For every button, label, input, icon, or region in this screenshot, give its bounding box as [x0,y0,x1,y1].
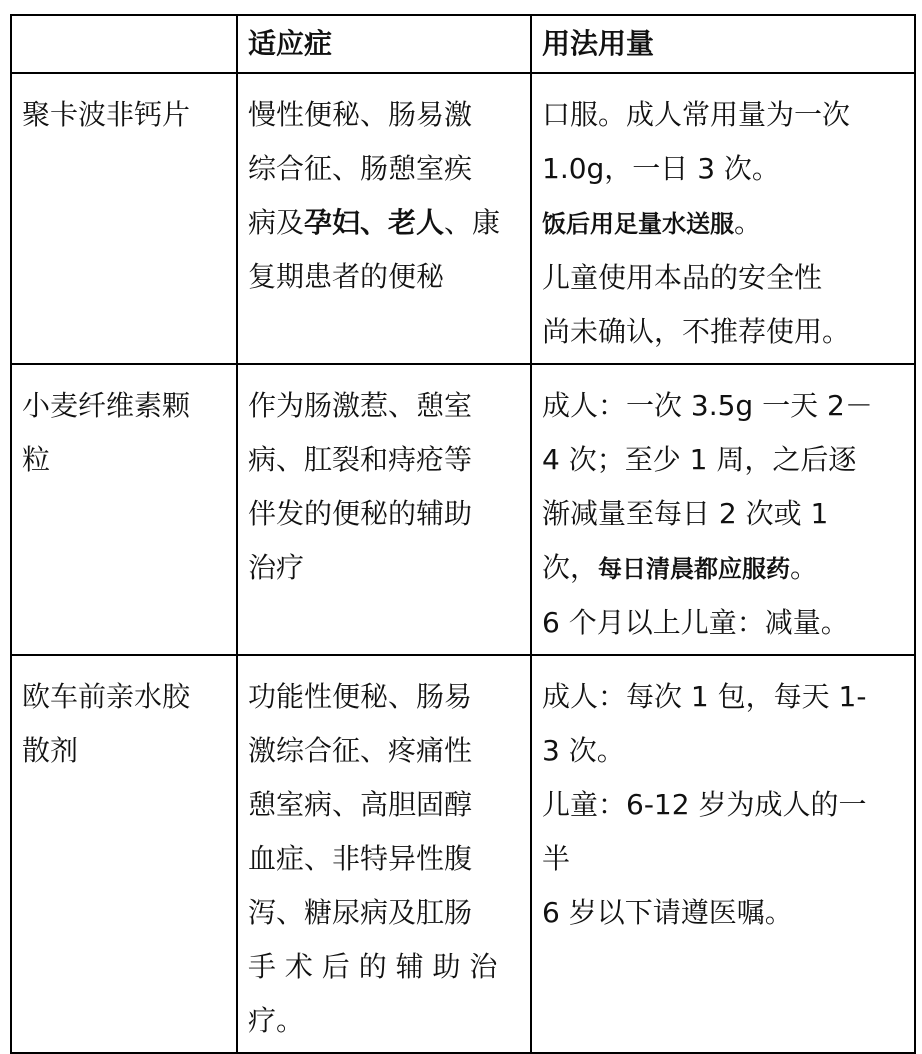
indication-cell-line [248,832,520,886]
cell-text: 手 术 后 的 辅 助 治 [248,950,498,983]
drug-table [10,14,916,1054]
indication-cell [237,364,531,655]
cell-text: 疗。 [248,1004,305,1037]
usage-cell-line [542,433,904,487]
usage-cell [531,364,915,655]
cell-text: 成人：每次 1 包，每天 1- [542,680,867,713]
cell-text: 。 [790,551,819,584]
drug-name-cell [11,655,237,1053]
usage-cell-line [542,886,904,940]
indication-cell-line [248,196,520,250]
usage-cell-line [542,88,904,142]
cell-text: 功能性便秘、肠易 [248,680,473,713]
indication-cell-line [248,88,520,142]
cell-text: 6 个月以上儿童：减量。 [542,606,849,639]
usage-cell-line [542,305,904,359]
usage-cell-line [542,251,904,305]
cell-text: 泻、糖尿病及肛肠 [248,896,473,929]
header-row [11,15,915,73]
emphasis-text: 孕妇、老人 [304,206,445,239]
cell-text: 病及 [248,206,305,239]
drug-name-line: 散剂 [22,734,79,767]
indication-cell-line [248,142,520,196]
table-row [11,364,915,655]
cell-text: 尚未确认，不推荐使用。 [542,315,851,348]
cell-text: 次， [542,551,599,584]
drug-name-line: 聚卡波非钙片 [22,98,191,131]
usage-cell-line [542,196,904,251]
indication-cell-line [248,433,520,487]
drug-name-cell [11,73,237,364]
drug-name-cell [11,364,237,655]
usage-cell-line [542,596,904,650]
indication-cell-line [248,250,520,304]
emphasis-text: 每日清晨都应服药 [598,554,791,583]
usage-cell-line [542,487,904,541]
usage-cell-line [542,541,904,596]
drug-name-line: 粒 [22,443,51,476]
table-row [11,73,915,364]
cell-text: 血症、非特异性腹 [248,842,473,875]
header-cell-name [11,15,237,73]
indication-cell-line [248,670,520,724]
usage-cell [531,655,915,1053]
cell-text: 半 [542,842,571,875]
usage-cell-line [542,670,904,724]
indication-cell-line [248,724,520,778]
cell-text: 憩室病、高胆固醇 [248,788,473,821]
cell-text: 、康 [444,206,501,239]
emphasis-text: 饭后用足量水送服 [542,209,734,238]
cell-text: 伴发的便秘的辅助 [248,497,473,530]
indication-cell-line [248,541,520,595]
header-cell-indication: 适应症 [237,15,531,73]
cell-text: 3 次。 [542,734,625,767]
cell-text: 治疗 [248,551,305,584]
cell-text: 儿童：6-12 岁为成人的一 [542,788,867,821]
usage-cell-line [542,778,904,832]
indication-cell [237,73,531,364]
cell-text: 。 [734,206,763,239]
cell-text: 综合征、肠憩室疾 [248,152,473,185]
cell-text: 4 次；至少 1 周，之后逐 [542,443,857,476]
usage-cell-line [542,832,904,886]
cell-text: 1.0g，一日 3 次。 [542,152,780,185]
cell-text: 渐减量至每日 2 次或 1 [542,497,829,530]
indication-cell-line [248,379,520,433]
drug-name-line: 小麦纤维素颗 [22,389,191,422]
indication-cell [237,655,531,1053]
usage-cell [531,73,915,364]
indication-cell-line [248,940,520,994]
cell-text: 慢性便秘、肠易激 [248,98,473,131]
usage-cell-line [542,379,904,433]
cell-text: 儿童使用本品的安全性 [542,261,823,294]
usage-cell-line [542,142,904,196]
indication-cell-line [248,886,520,940]
header-cell-usage: 用法用量 [531,15,915,73]
indication-cell-line [248,778,520,832]
indication-cell-line [248,994,520,1048]
indication-cell-line [248,487,520,541]
cell-text: 成人：一次 3.5g 一天 2－ [542,389,873,422]
cell-text: 作为肠激惹、憩室 [248,389,473,422]
cell-text: 复期患者的便秘 [248,260,445,293]
cell-text: 口服。成人常用量为一次 [542,98,851,131]
usage-cell-line [542,724,904,778]
drug-name-line: 欧车前亲水胶 [22,680,191,713]
cell-text: 激综合征、疼痛性 [248,734,473,767]
table-row [11,655,915,1053]
cell-text: 6 岁以下请遵医嘱。 [542,896,793,929]
cell-text: 病、肛裂和痔疮等 [248,443,473,476]
